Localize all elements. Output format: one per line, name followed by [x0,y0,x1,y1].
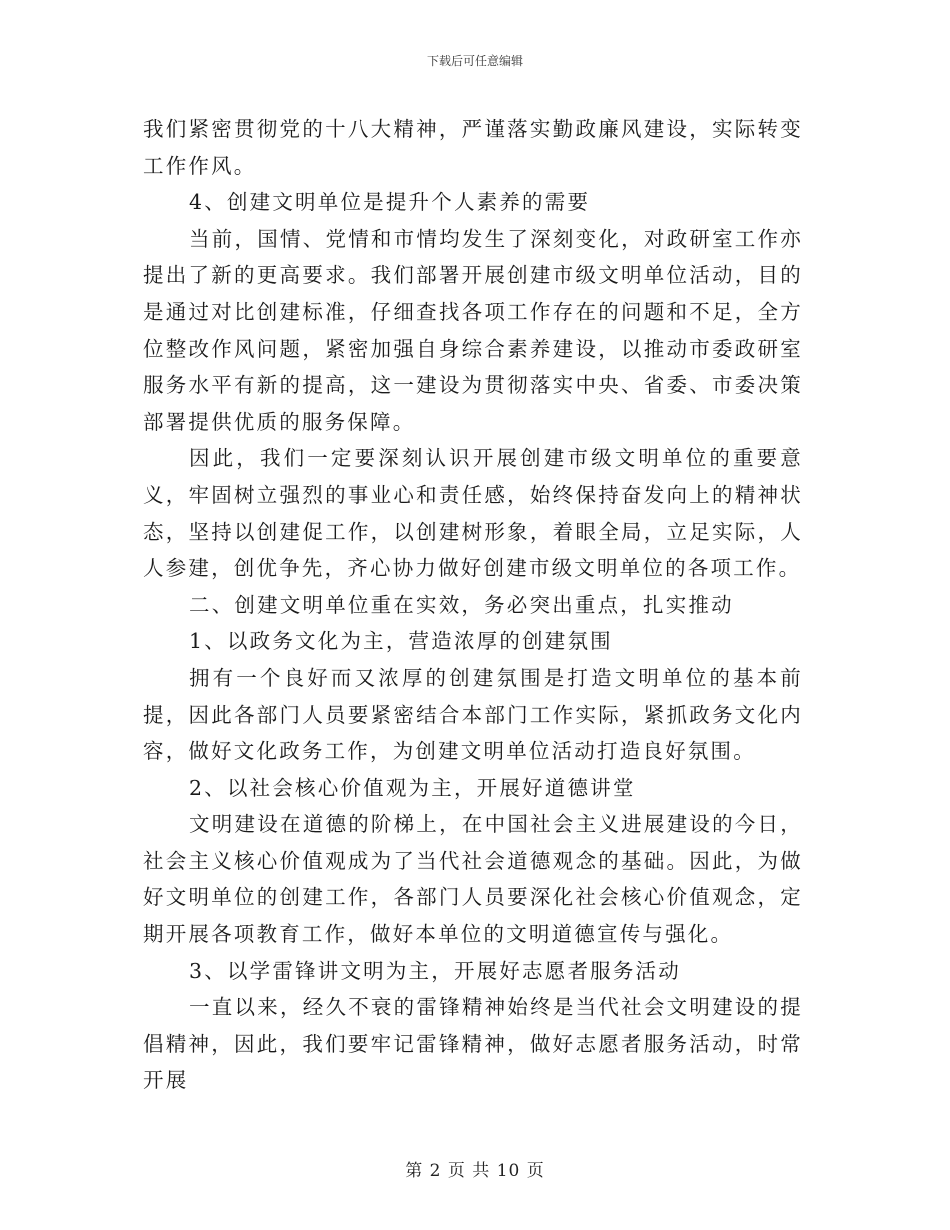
section-heading: 4、创建文明单位是提升个人素养的需要 [189,190,591,215]
section-heading: 2、以社会核心价值观为主，开展好道德讲堂 [189,775,636,800]
paragraph: 因此，我们一定要深刻认识开展创建市级文明单位的重要意义，牢固树立强烈的事业心和责任感，始终保持奋发向上的精神状态，坚持以创建促工作，以创建树形象，着眼全局，立足实际，人人参建，创优争先，齐心协力做好创建市级文明单位的各项工作。 [143,446,803,581]
paragraph: 拥有一个良好而又浓厚的创建氛围是打造文明单位的基本前提，因此各部门人员要紧密结合本部门工作实际，紧抓政务文化内容，做好文化政务工作，为创建文明单位活动打造良好氛围。 [143,665,803,764]
paragraph: 一直以来，经久不衰的雷锋精神始终是当代社会文明建设的提倡精神，因此，我们要牢记雷锋精神，做好志愿者服务活动，时常开展 [143,995,803,1093]
section-heading: 1、以政务文化为主，营造浓厚的创建氛围 [189,629,613,654]
section-heading: 二、创建文明单位重在实效，务必突出重点，扎实推动 [189,592,734,617]
paragraph: 当前，国情、党情和市情均发生了深刻变化，对政研室工作亦提出了新的更高要求。我们部署开展创建市级文明单位活动，目的是通过对比创建标准，仔细查找各项工作存在的问题和不足，全方位整改作风问题，紧密加强自身综合素养建设，以推动市委政研室服务水平有新的提高，这一建设为贯彻落实中央、省委、市委决策部署提供优质的服务保障。 [143,226,803,434]
page-header: 下载后可任意编辑 [426,54,523,68]
page-number: 第 2 页 共 10 页 [405,1161,545,1181]
paragraph: 我们紧密贯彻党的十八大精神，严谨落实勤政廉风建设，实际转变工作作风。 [143,117,803,178]
section-heading: 3、以学雷锋讲文明为主，开展好志愿者服务活动 [189,958,681,983]
document-body [143,111,803,1099]
paragraph: 文明建设在道德的阶梯上，在中国社会主义进展建设的今日，社会主义核心价值观成为了当代社会道德观念的基础。因此，为做好文明单位的创建工作，各部门人员要深化社会核心价值观念，定期开展各项教育工作，做好本单位的文明道德宣传与强化。 [143,812,803,947]
